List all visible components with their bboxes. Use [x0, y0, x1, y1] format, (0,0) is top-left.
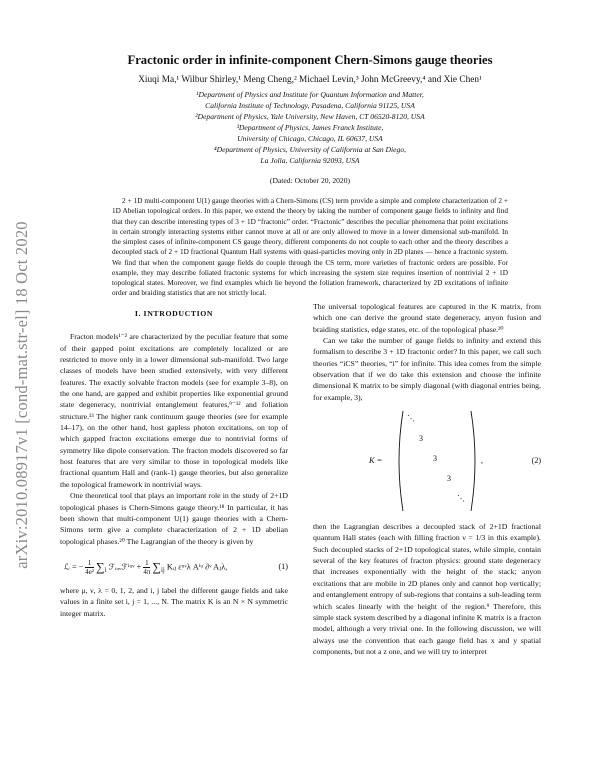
right-column [313, 301, 541, 657]
eq1-sum-1-index: i [104, 566, 107, 574]
abstract-text: 2 + 1D multi-component U(1) gauge theories with a Chern-Simons (CS) term provide a simple and complete characterization of 2 + 1D Abelian topological orders. In this paper, we extend the theory by taking the number of component gauge fields to infinity and find that they can describe interesting types of 3 + 1D “fractonic” order. “Fractonic” describes the peculiar phenomena that point excitations in certain strongly interacting systems either cannot move at all or are only allowed to move in a lower dimensional sub-manifold. In the simplest cases of infinite-component CS gauge theory, different components do not couple to each other and the theory describes a decoupled stack of 2 + 1D fractional Quantum Hall systems with quasi-particles moving only in 2D planes — hence a fractonic system. We find that when the component gauge fields do couple through the CS term, more varieties of fractonic orders are possible. For example, they may describe foliated fractonic systems for which increasing the system size requires insertion of nontrivial 2 + 1D topological states. Moreover, we find examples which lie beyond the foliation framework, characterized by 2D excitations of infinite order and braiding statistics that are not strictly local. [112, 197, 508, 298]
matrix-dots-bottom: ⋱ [457, 494, 465, 504]
author-list: Xiuqi Ma,¹ Wilbur Shirley,¹ Meng Cheng,² Michael Levin,³ John McGreevy,⁴ and Xie Chen¹ [138, 75, 482, 85]
eq2-lhs: K = [369, 456, 383, 466]
affiliation-line: ³Department of Physics, James Franck Institute, [236, 123, 384, 132]
eq1-sum-2-index: ij [160, 566, 165, 574]
k-matrix [393, 409, 481, 513]
affiliation-line: La Jolla, California 92093, USA [260, 156, 360, 165]
eq1-sum-1: ∑ [96, 559, 105, 574]
section-heading: I. INTRODUCTION [134, 309, 214, 318]
arxiv-identifier: arXiv:2010.08917v1 [cond-mat.str-el] 18 Oct 2020 [12, 221, 31, 569]
eq1-term-2: Kᵢⱼ εᵘᵛλ Aⁱᵘ ∂ᵛ Aⱼλ, [166, 562, 228, 572]
equation-1 [60, 553, 288, 581]
eq1-term-1: ℱᵢᵤᵥℱⁱᵘᵛ + [108, 562, 142, 572]
matrix-entry: 3 [433, 454, 437, 464]
affiliation-line: ¹Department of Physics and Institute for Quantum Information and Matter, [196, 90, 424, 99]
matrix-entry: 3 [447, 474, 451, 484]
left-column [60, 308, 288, 619]
eq1-fraction-2: $\frac{1}{4\pi}$ [143, 558, 151, 576]
eq2-number: (2) [531, 456, 541, 466]
eq1-sum-2: ∑ [152, 559, 161, 574]
intro-paragraph-1: Fracton models¹⁻² are characterized by the peculiar feature that some of their gapped point excitations are completely localized or are restricted to move only in a lower dimensional sub-manifold. Two large classes of models have been studied extensively, with very different features. The exactly solvable fracton models (see for example 3–8), on the one hand, are gapped and exhibit properties like exponential ground state degeneracy, nontrivial entanglement features,⁹⁻¹² and foliation structure.¹³ The higher rank continuum gauge theories (see for example 14–17), on the other hand, host gapless photon excitations, on top of which gapped fracton excitations emerge due to nontrivial forms of symmetry like dipole conservation. The fracton models discovered so far host features that are very similar to those in topological models like fractional quantum Hall and (rank-1) gauge theories, but also generalize the topological framework in nontrivial ways. [60, 332, 288, 489]
arxiv-side-label [12, 195, 32, 595]
affiliations [60, 89, 560, 166]
right-paragraph-2: Can we take the number of gauge fields to infinity and extend this formalism to describe 3 + 1D fractonic order? In this paper, we call such theories “iCS” theories, “i” for infinite. This idea comes from the simple observation that if we do take this extension and choose the infinite dimensional K matrix to be simply diagonal (with diagonal entries being, for example, 3), [313, 336, 541, 402]
date-line: (Dated: October 20, 2020) [269, 176, 351, 185]
matrix-trailing-comma: , [481, 456, 483, 466]
intro-paragraph-3: where μ, ν, λ = 0, 1, 2, and i, j label the different gauge fields and take values in a finite set i, j = 1, ..., N. The matrix K is an N × N symmetric integer matrix. [60, 585, 288, 618]
eq1-number: (1) [278, 561, 288, 571]
equation-2 [313, 409, 541, 513]
eq1-lhs: ℒ = − [64, 562, 84, 572]
abstract [112, 196, 508, 299]
intro-paragraph-2: One theoretical tool that plays an important role in the study of 2+1D topological phases is Chern-Simons gauge theory.¹⁸ In particular, it has been shown that multi-component U(1) gauge theories with a Chern-Simons term give a complete characterization of 2 + 1D abelian topological phases.²⁰ The Lagrangian of the theory is given by [60, 491, 288, 546]
matrix-entry: 3 [419, 434, 423, 444]
affiliation-line: ²Department of Physics, Yale University, New Haven, CT 06520-8120, USA [195, 112, 425, 121]
matrix-brackets [393, 409, 481, 513]
right-paragraph-1: The universal topological features are captured in the K matrix, from which one can derive the ground state degeneracy, anyon fusion and braiding statistics, edge states, etc. of the topological phase.²⁰ [313, 302, 541, 334]
affiliation-line: University of Chicago, Chicago, IL 60637, USA [237, 134, 383, 143]
eq1-fraction-1: $\frac{1}{\text{4e²}}$ [85, 558, 94, 576]
matrix-dots-top: ⋱ [407, 414, 415, 424]
paper-title: Fractonic order in infinite-component Chern-Simons gauge theories [127, 53, 493, 67]
right-paragraph-3: then the Lagrangian describes a decoupled stack of 2+1D fractional quantum Hall states (each with filling fraction ν = 1/3 in this example). Such decoupled stacks of 2+1D topological states, while simple, contain several of the key features of fracton physics: ground state degeneracy that increases exponentially with the height of the stack; anyon excitations that are mobile in 2D planes only and cannot hop vertically; and entanglement entropy of sub-regions that contains a sub-leading term which scales linearly with the height of the region.⁹ Therefore, this simple stack system described by a diagonal infinite K matrix is a fracton model, although a very trivial one. In the following discussion, we will always use the convention that each gauge field has x and y spatial components, but not a z one, and we will try to interpret [313, 522, 541, 656]
affiliation-line: California Institute of Technology, Pasadena, California 91125, USA [205, 101, 415, 110]
affiliation-line: ⁴Department of Physics, University of California at San Diego, [213, 145, 407, 154]
